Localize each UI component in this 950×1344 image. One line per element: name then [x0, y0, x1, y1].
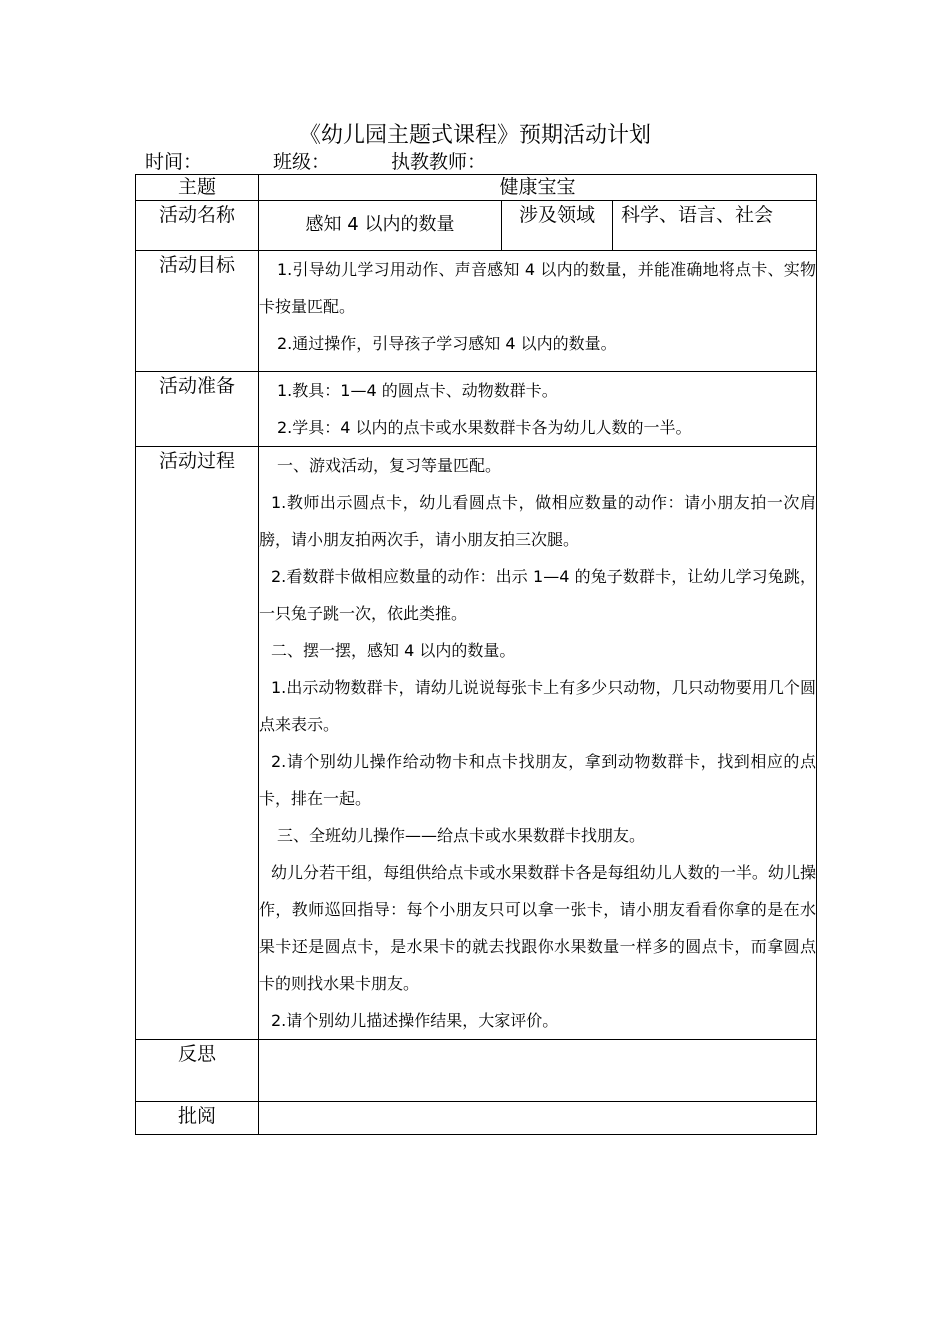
process-item: 一、游戏活动，复习等量匹配。	[277, 456, 502, 475]
theme-label: 主题	[136, 175, 259, 201]
class-label: 班级：	[273, 151, 331, 173]
goal-item: 1.引导幼儿学习用动作、声音感知 4 以内的数量，并能准确地将点卡、实物卡按量匹配。	[259, 260, 816, 316]
process-item: 幼儿分若干组，每组供给点卡或水果数群卡各是每组幼儿人数的一半。幼儿操作，教师巡回指导：每个小朋友只可以拿一张卡，请小朋友看看你拿的是在水果卡还是圆点卡，是水果卡的就去找跟你水果数量一样多的圆点卡，而拿圆点卡的则找水果卡朋友。	[259, 863, 816, 993]
prep-content	[259, 372, 817, 447]
process-item: 2.请个别幼儿操作给动物卡和点卡找朋友，拿到动物数群卡，找到相应的点卡，排在一起。	[259, 752, 816, 808]
domain-label: 涉及领域	[502, 201, 613, 251]
name-label: 活动名称	[136, 201, 259, 251]
teacher-label: 执教教师：	[391, 151, 487, 173]
process-item: 二、摆一摆，感知 4 以内的数量。	[271, 641, 516, 660]
theme-value: 健康宝宝	[259, 175, 817, 201]
plan-table	[135, 174, 817, 1135]
reflection-row	[136, 1040, 817, 1102]
review-content	[259, 1102, 817, 1135]
process-content	[259, 447, 817, 1040]
goal-row	[136, 251, 817, 372]
process-item: 2.看数群卡做相应数量的动作：出示 1—4 的兔子数群卡，让幼儿学习兔跳，一只兔子跳一次，依此类推。	[259, 567, 816, 623]
review-label: 批阅	[136, 1102, 259, 1135]
process-label: 活动过程	[136, 447, 259, 1040]
name-value: 感知 4 以内的数量	[259, 201, 502, 251]
goal-item: 2.通过操作，引导孩子学习感知 4 以内的数量。	[277, 334, 617, 353]
prep-item: 2.学具：4 以内的点卡或水果数群卡各为幼儿人数的一半。	[277, 418, 692, 437]
process-item: 1.出示动物数群卡，请幼儿说说每张卡上有多少只动物，几只动物要用几个圆点来表示。	[259, 678, 816, 734]
process-item: 2.请个别幼儿描述操作结果，大家评价。	[271, 1011, 559, 1030]
process-item: 1.教师出示圆点卡，幼儿看圆点卡，做相应数量的动作：请小朋友拍一次肩膀，请小朋友拍两次手，请小朋友拍三次腿。	[259, 493, 816, 549]
review-row	[136, 1102, 817, 1135]
prep-item: 1.教具：1—4 的圆点卡、动物数群卡。	[277, 381, 558, 400]
goal-label: 活动目标	[136, 251, 259, 372]
prep-label: 活动准备	[136, 372, 259, 447]
name-row	[136, 201, 817, 251]
prep-row	[136, 372, 817, 447]
document-title: 《幼儿园主题式课程》预期活动计划	[298, 123, 651, 148]
reflection-label: 反思	[136, 1040, 259, 1102]
domain-value: 科学、语言、社会	[613, 201, 817, 251]
process-item: 三、全班幼儿操作——给点卡或水果数群卡找朋友。	[277, 826, 646, 845]
theme-row	[136, 175, 817, 201]
process-row	[136, 447, 817, 1040]
time-label: 时间：	[145, 151, 203, 173]
reflection-content	[259, 1040, 817, 1102]
goal-content	[259, 251, 817, 372]
